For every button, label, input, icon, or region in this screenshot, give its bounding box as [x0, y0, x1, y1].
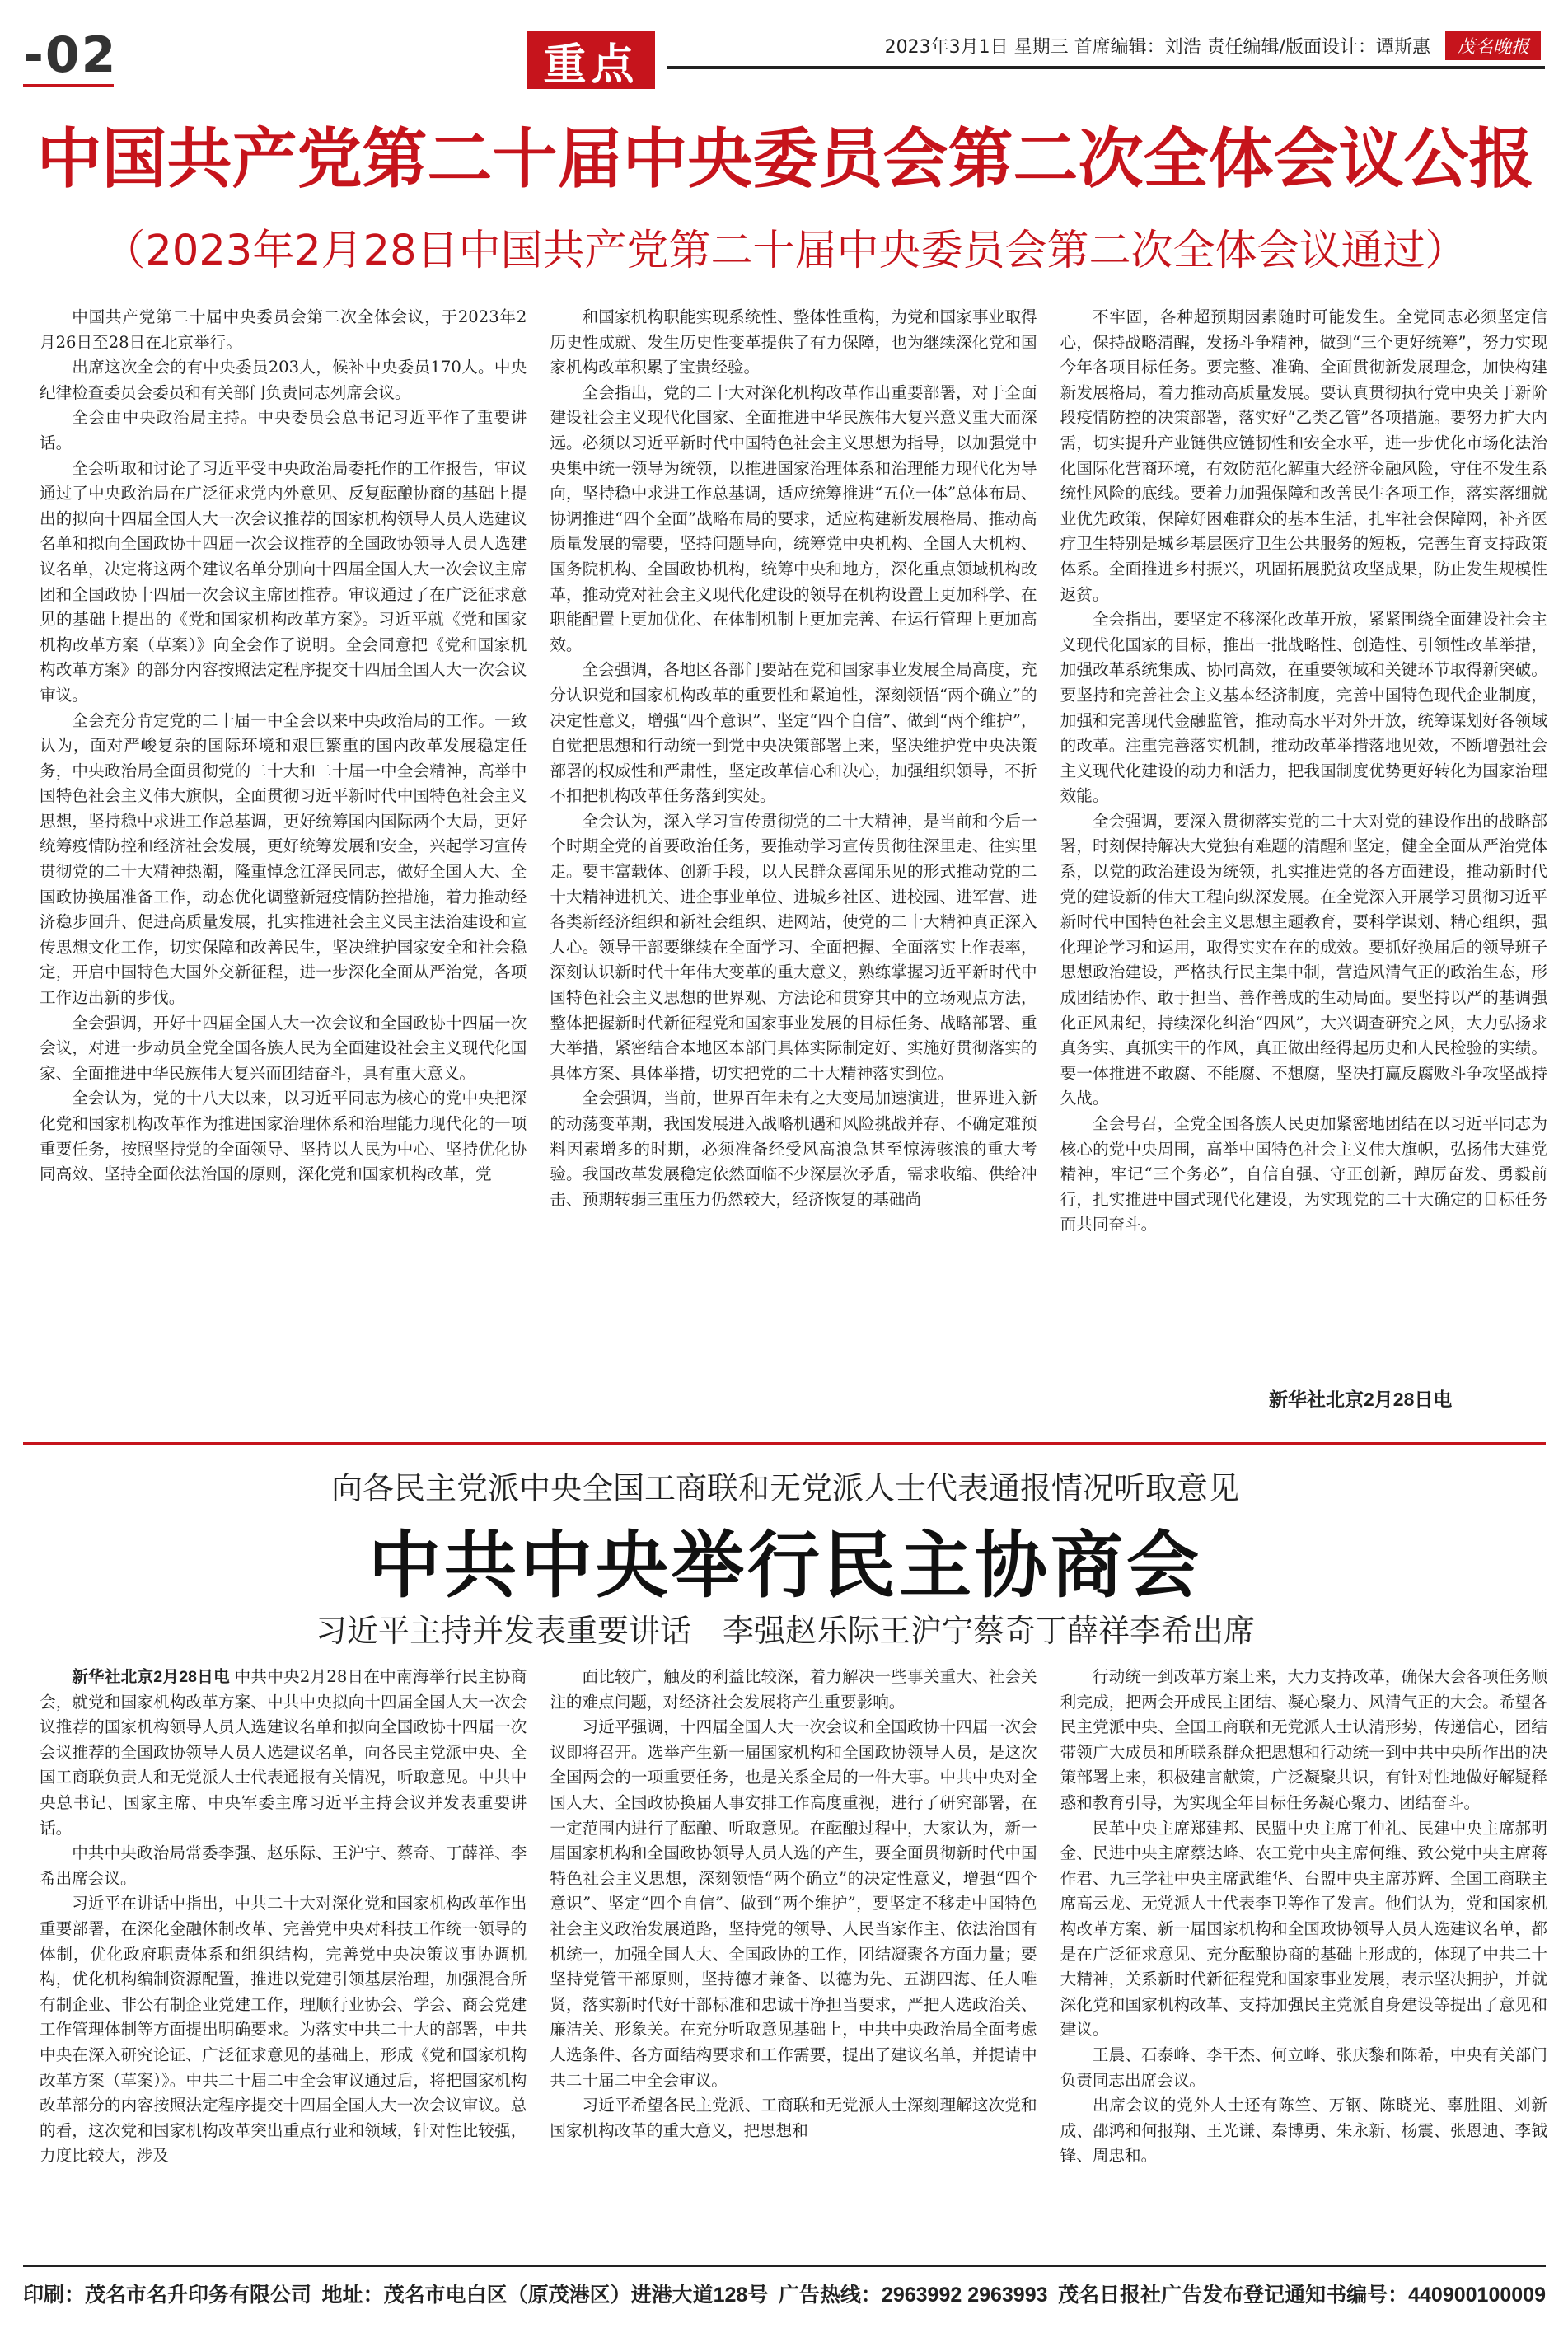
paragraph-text: 中共中央2月28日在中南海举行民主协商会，就党和国家机构改革方案、中共中央拟向十四届全国人大一次会议推荐的国家机构领导人员人选建议名单和拟向全国政协十四届一次会议推荐的全国政协领导人员人选建议名单，向各民主党派中央、全国工商联负责人和无党派人士代表通报有关情况，听取意见。中共中央总书记、国家主席、中央军委主席习近平主持会议并发表重要讲话。	[40, 1667, 527, 1838]
paragraph-text: 民革中央主席郑建邦、民盟中央主席丁仲礼、民建中央主席郝明金、民进中央主席蔡达峰、农工党中央主席何维、致公党中央主席蒋作君、九三学社中央主席武维华、台盟中央主席苏辉、全国工商联主席高云龙、无党派人士代表李卫等作了发言。他们认为，党和国家机构改革方案、新一届国家机构和全国政协领导人员人选建议名单，都是在广泛征求意见、充分酝酿协商的基础上形成的，体现了中共二十大精神，关系新时代新征程党和国家事业发展，表示坚决拥护，并就深化党和国家机构改革、支持加强民主党派自身建设等提出了意见和建议。	[1060, 1818, 1547, 2040]
article1-subtitle: （2023年2月28日中国共产党第二十届中央委员会第二次全体会议通过）	[103, 227, 1467, 275]
newspaper-logo: 茂名晚报	[1445, 31, 1541, 60]
paragraph-text: 全会指出，党的二十大对深化机构改革作出重要部署，对于全面建设社会主义现代化国家、全面推进中华民族伟大复兴意义重大而深远。必须以习近平新时代中国特色社会主义思想为指导，以加强党中央集中统一领导为统领，以推进国家治理体系和治理能力现代化为导向，坚持稳中求进工作总基调，适应统筹推进“五位一体”总体布局、协调推进“四个全面”战略布局的要求，适应构建新发展格局、推动高质量发展的需要，坚持问题导向，统筹党中央机构、全国人大机构、国务院机构、全国政协机构，统筹中央和地方，深化重点领域机构改革，推动党对社会主义现代化建设的领导在机构设置上更加科学、在职能配置上更加优化、在体制机制上更加完善、在运行管理上更加高效。	[550, 382, 1037, 654]
paragraph	[550, 809, 1037, 1087]
footer-rule	[23, 2265, 1546, 2267]
paragraph-text: 王晨、石泰峰、李干杰、何立峰、张庆黎和陈希，中央有关部门负责同志出席会议。	[1060, 2045, 1547, 2090]
paragraph-text: 全会号召，全党全国各族人民更加紧密地团结在以习近平同志为核心的党中央周围，高举中国特色社会主义伟大旗帜，弘扬伟大建党精神，牢记“三个务必”，自信自强、守正创新，踔厉奋发、勇毅前行，扎实推进中国式现代化建设，为实现党的二十大确定的目标任务而共同奋斗。	[1060, 1114, 1547, 1234]
paragraph-text: 全会认为，党的十八大以来，以习近平同志为核心的党中央把深化党和国家机构改革作为推进国家治理体系和治理能力现代化的一项重要任务，按照坚持党的全面领导、坚持以人民为中心、坚持优化协同高效、坚持全面依法治国的原则，深化党和国家机构改革，党	[40, 1089, 527, 1184]
article1-title: 中国共产党第二十届中央委员会第二次全体会议公报	[36, 121, 1534, 197]
paragraph	[40, 1841, 527, 1891]
paragraph	[1060, 1816, 1547, 2043]
paragraph-text: 习近平希望各民主党派、工商联和无党派人士深刻理解这次党和国家机构改革的重大意义，把思想和	[550, 2096, 1037, 2140]
article2-kicker: 向各民主党派中央全国工商联和无党派人士代表通报情况听取意见	[330, 1470, 1239, 1506]
paragraph	[40, 1665, 527, 1841]
section-tag: 重点	[527, 31, 655, 89]
paragraph	[550, 658, 1037, 809]
paragraph	[1060, 607, 1547, 809]
paragraph	[40, 1011, 527, 1087]
article2-subhead: 习近平主持并发表重要讲话 李强赵乐际王沪宁蔡奇丁薛祥李希出席	[315, 1613, 1255, 1649]
header-rule	[667, 66, 1545, 69]
article2-lead-dateline: 新华社北京2月28日电	[72, 1668, 235, 1686]
paragraph	[550, 1665, 1037, 1715]
paragraph	[40, 457, 527, 709]
article2-title: 中共中央举行民主协商会	[367, 1523, 1202, 1608]
article1-dateline: 新华社北京2月28日电	[1269, 1389, 1453, 1410]
article2-column	[1060, 1665, 1547, 2250]
article2-body	[40, 1665, 1547, 2250]
paragraph	[1060, 1665, 1547, 1816]
footer-address: 地址：茂名市电白区（原茂港区）进港大道128号	[321, 2284, 769, 2307]
footer-printer: 印刷：茂名市名升印务有限公司	[23, 2284, 312, 2307]
paragraph	[40, 405, 527, 456]
paragraph-text: 全会强调，各地区各部门要站在党和国家事业发展全局高度，充分认识党和国家机构改革的重要性和紧迫性，深刻领悟“两个确立”的决定性意义，增强“四个意识”、坚定“四个自信”、做到“两个维护”，自觉把思想和行动统一到党中央决策部署上来，坚决维护党中央决策部署的权威性和严肃性，坚定改革信心和决心，加强组织领导，不折不扣把机构改革任务落到实处。	[550, 660, 1037, 806]
page-number-underline	[23, 84, 114, 87]
paragraph-text: 出席这次全会的有中央委员203人，候补中央委员170人。中央纪律检查委员会委员和有关部门负责同志列席会议。	[40, 358, 527, 402]
paragraph	[1060, 2043, 1547, 2093]
paragraph-text: 全会充分肯定党的二十届一中全会以来中央政治局的工作。一致认为，面对严峻复杂的国际环境和艰巨繁重的国内改革发展稳定任务，中央政治局全面贯彻党的二十大和二十届一中全会精神，高举中国特色社会主义伟大旗帜，全面贯彻习近平新时代中国特色社会主义思想，坚持稳中求进工作总基调，更好统筹国内国际两个大局，更好统筹疫情防控和经济社会发展，更好统筹发展和安全，兴起学习宣传贯彻党的二十大精神热潮，隆重悼念江泽民同志，做好全国人大、全国政协换届准备工作，动态优化调整新冠疫情防控措施，着力推动经济稳步回升、促进高质量发展，扎实推进社会主义民主法治建设和宣传思想文化工作，切实保障和改善民生，坚决维护国家安全和社会稳定，开启中国特色大国外交新征程，进一步深化全面从严治党，各项工作迈出新的步伐。	[40, 710, 527, 1008]
header-meta: 2023年3月1日 星期三 首席编辑：刘浩 责任编辑/版面设计：谭斯惠	[884, 36, 1430, 58]
article1-column	[1060, 305, 1547, 1409]
paragraph	[550, 1086, 1037, 1212]
paragraph-text: 全会由中央政治局主持。中央委员会总书记习近平作了重要讲话。	[40, 408, 527, 452]
paragraph	[550, 305, 1037, 381]
paragraph	[40, 355, 527, 405]
paragraph	[1060, 305, 1547, 607]
paragraph	[40, 709, 527, 1011]
footer	[23, 2279, 1546, 2308]
paragraph-text: 全会听取和讨论了习近平受中央政治局委托作的工作报告，审议通过了中央政治局在广泛征求党内外意见、反复酝酿协商的基础上提出的拟向十四届全国人大一次会议推荐的国家机构领导人员人选建议名单和拟向全国政协十四届一次会议推荐的全国政协领导人员人选建议名单，决定将这两个建议名单分别向十四届全国人大一次会议主席团和全国政协十四届一次会议主席团推荐。审议通过了在广泛征求意见的基础上提出的《党和国家机构改革方案》。习近平就《党和国家机构改革方案（草案）》向全会作了说明。全会同意把《党和国家机构改革方案》的部分内容按照法定程序提交十四届全国人大一次会议审议。	[40, 458, 527, 705]
paragraph	[550, 381, 1037, 658]
paragraph	[1060, 2093, 1547, 2169]
article1-body	[40, 305, 1547, 1409]
article2-column	[550, 1665, 1037, 2250]
paragraph	[1060, 809, 1547, 1112]
paragraph-text: 中国共产党第二十届中央委员会第二次全体会议，于2023年2月26日至28日在北京举行。	[40, 307, 527, 352]
page-number: -02	[23, 26, 118, 84]
paragraph-text: 全会认为，深入学习宣传贯彻党的二十大精神，是当前和今后一个时期全党的首要政治任务，要推动学习宣传贯彻往深里走、往实里走。要丰富载体、创新手段，以人民群众喜闻乐见的形式推动党的二十大精神进机关、进企事业单位、进城乡社区、进校园、进军营、进各类新经济组织和新社会组织、进网站，使党的二十大精神真正深入人心。领导干部要继续在全面学习、全面把握、全面落实上作表率，深刻认识新时代十年伟大变革的重大意义，熟练掌握习近平新时代中国特色社会主义思想的世界观、方法论和贯穿其中的立场观点方法，整体把握新时代新征程党和国家事业发展的目标任务、战略部署、重大举措，紧密结合本地区本部门具体实际制定好、实施好贯彻落实的具体方案、具体举措，切实把党的二十大精神落实到位。	[550, 811, 1037, 1083]
paragraph	[40, 1891, 527, 2169]
paragraph-text: 习近平强调，十四届全国人大一次会议和全国政协十四届一次会议即将召开。选举产生新一届国家机构和全国政协领导人员，是这次全国两会的一项重要任务，也是关系全局的一件大事。中共中央对全国人大、全国政协换届人事安排工作高度重视，进行了研究部署，在一定范围内进行了酝酿、听取意见。在酝酿过程中，大家认为，新一届国家机构和全国政协领导人员人选的产生，要全面贯彻新时代中国特色社会主义思想，深刻领悟“两个确立”的决定性意义，增强“四个意识”、坚定“四个自信”、做到“两个维护”，要坚定不移走中国特色社会主义政治发展道路，坚持党的领导、人民当家作主、依法治国有机统一，加强全国人大、全国政协的工作，团结凝聚各方面力量；要坚持党管干部原则，坚持德才兼备、以德为先、五湖四海、任人唯贤，落实新时代好干部标准和忠诚干净担当要求，严把人选政治关、廉洁关、形象关。在充分听取意见基础上，中共中央政治局全面考虑人选条件、各方面结构要求和工作需要，提出了建议名单，并提请中共二十届二中全会审议。	[550, 1717, 1037, 2090]
paragraph-text: 行动统一到改革方案上来，大力支持改革，确保大会各项任务顺利完成，把两会开成民主团结、凝心聚力、风清气正的大会。希望各民主党派中央、全国工商联和无党派人士认清形势，传递信心，团结带领广大成员和所联系群众把思想和行动统一到中共中央所作出的决策部署上来，积极建言献策，广泛凝聚共识，有针对性地做好解疑释惑和教育引导，为实现全年目标任务凝心聚力、团结奋斗。	[1060, 1667, 1547, 1812]
paragraph-text: 面比较广，触及的利益比较深，着力解决一些事关重大、社会关注的难点问题，对经济社会发展将产生重要影响。	[550, 1667, 1037, 1712]
paragraph-text: 全会强调，当前，世界百年未有之大变局加速演进，世界进入新的动荡变革期，我国发展进入战略机遇和风险挑战并存、不确定难预料因素增多的时期，必须准备经受风高浪急甚至惊涛骇浪的重大考验。我国改革发展稳定依然面临不少深层次矛盾，需求收缩、供给冲击、预期转弱三重压力仍然较大，经济恢复的基础尚	[550, 1089, 1037, 1209]
paragraph	[1060, 1112, 1547, 1238]
paragraph	[550, 2093, 1037, 2143]
paragraph-text: 出席会议的党外人士还有陈竺、万钢、陈晓光、辜胜阻、刘新成、邵鸿和何报翔、王光谦、秦博勇、朱永新、杨震、张恩迪、李钺锋、周忠和。	[1060, 2096, 1547, 2166]
paragraph	[40, 1086, 527, 1187]
footer-hotline: 广告热线：2963992 2963993	[778, 2284, 1048, 2307]
article2-column	[40, 1665, 527, 2250]
header-info	[667, 31, 1541, 59]
paragraph	[40, 305, 527, 355]
footer-license: 茂名日报社广告发布登记通知书编号：440900100009	[1058, 2284, 1546, 2307]
paragraph-text: 不牢固，各种超预期因素随时可能发生。全党同志必须坚定信心，保持战略清醒，发扬斗争精神，做到“三个更好统筹”，努力实现今年各项目标任务。要完整、准确、全面贯彻新发展理念，加快构建新发展格局，着力推动高质量发展。要认真贯彻执行党中央关于新阶段疫情防控的决策部署，落实好“乙类乙管”各项措施。要努力扩大内需，切实提升产业链供应链韧性和安全水平，进一步优化市场化法治化国际化营商环境，有效防范化解重大经济金融风险，守住不发生系统性风险的底线。要着力加强保障和改善民生各项工作，落实落细就业优先政策，保障好困难群众的基本生活，扎牢社会保障网，补齐医疗卫生特别是城乡基层医疗卫生公共服务的短板，完善生育支持政策体系。全面推进乡村振兴，巩固拓展脱贫攻坚成果，防止发生规模性返贫。	[1060, 307, 1547, 604]
article-divider	[23, 1442, 1546, 1445]
paragraph-text: 全会强调，开好十四届全国人大一次会议和全国政协十四届一次会议，对进一步动员全党全国各族人民为全面建设社会主义现代化国家、全面推进中华民族伟大复兴而团结奋斗，具有重大意义。	[40, 1013, 527, 1083]
paragraph-text: 全会强调，要深入贯彻落实党的二十大对党的建设作出的战略部署，时刻保持解决大党独有难题的清醒和坚定，健全全面从严治党体系，以党的政治建设为统领，扎实推进党的各方面建设，推动新时代党的建设新的伟大工程向纵深发展。在全党深入开展学习贯彻习近平新时代中国特色社会主义思想主题教育，要科学谋划、精心组织，强化理论学习和运用，取得实实在在的成效。要抓好换届后的领导班子思想政治建设，严格执行民主集中制，营造风清气正的政治生态，形成团结协作、敢于担当、善作善成的生动局面。要坚持以严的基调强化正风肃纪，持续深化纠治“四风”，大兴调查研究之风，大力弘扬求真务实、真抓实干的作风，真正做出经得起历史和人民检验的实绩。要一体推进不敢腐、不能腐、不想腐，坚决打赢反腐败斗争攻坚战持久战。	[1060, 811, 1547, 1108]
paragraph	[550, 1715, 1037, 2093]
article1-column	[40, 305, 527, 1409]
paragraph-text: 和国家机构职能实现系统性、整体性重构，为党和国家事业取得历史性成就、发生历史性变革提供了有力保障，也为继续深化党和国家机构改革积累了宝贵经验。	[550, 307, 1037, 377]
article1-column	[550, 305, 1037, 1409]
paragraph-text: 全会指出，要坚定不移深化改革开放，紧紧围绕全面建设社会主义现代化国家的目标，推出一批战略性、创造性、引领性改革举措，加强改革系统集成、协同高效，在重要领域和关键环节取得新突破。要坚持和完善社会主义基本经济制度，完善中国特色现代企业制度，加强和完善现代金融监管，推动高水平对外开放，统筹谋划好各领域的改革。注重完善落实机制，推动改革举措落地见效，不断增强社会主义现代化建设的动力和活力，把我国制度优势更好转化为国家治理效能。	[1060, 610, 1547, 806]
paragraph-text: 习近平在讲话中指出，中共二十大对深化党和国家机构改革作出重要部署，在深化金融体制改革、完善党中央对科技工作统一领导的体制，优化政府职责体系和组织结构，完善党中央决策议事协调机构，优化机构编制资源配置，推进以党建引领基层治理，加强混合所有制企业、非公有制企业党建工作，理顺行业协会、学会、商会党建工作管理体制等方面提出明确要求。为落实中共二十大的部署，中共中央在深入研究论证、广泛征求意见的基础上，形成《党和国家机构改革方案（草案）》。中共二十届二中全会审议通过后，将把国家机构改革部分的内容按照法定程序提交十四届全国人大一次会议审议。总的看，这次党和国家机构改革突出重点行业和领域，针对性比较强，力度比较大，涉及	[40, 1894, 527, 2166]
paragraph-text: 中共中央政治局常委李强、赵乐际、王沪宁、蔡奇、丁薛祥、李希出席会议。	[40, 1843, 527, 1888]
